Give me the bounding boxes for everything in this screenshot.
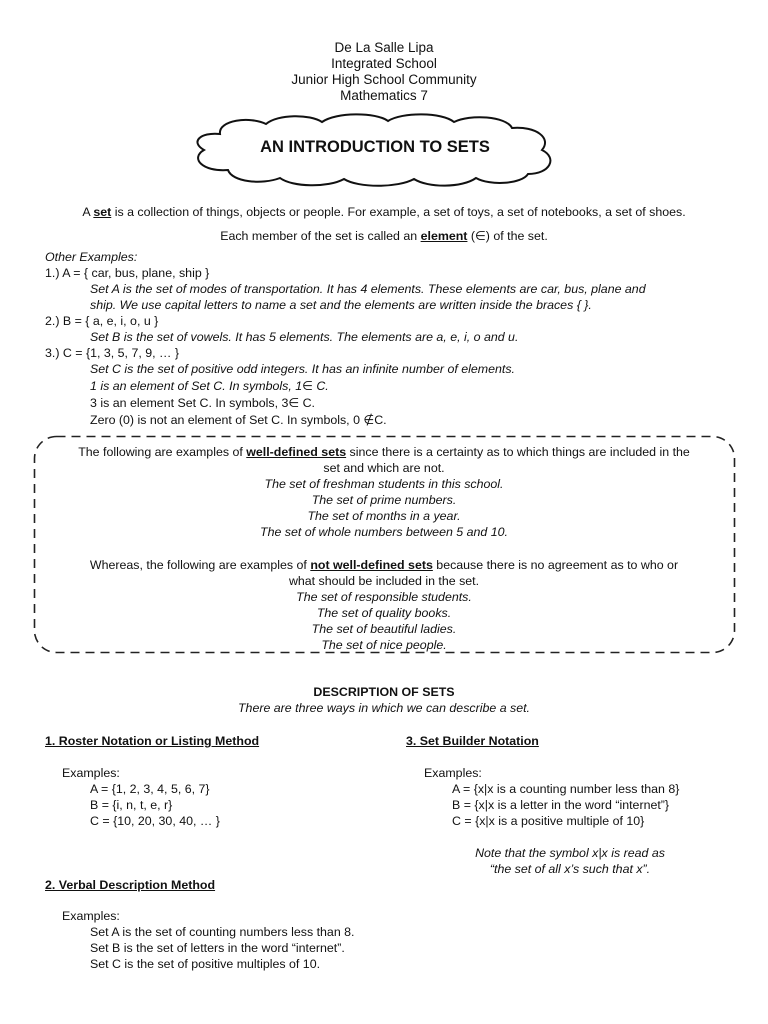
example-1-note-line-2: ship. We use capital letters to name a set and the elements are written inside the braces { }. <box>90 298 592 312</box>
well-defined-intro-line-2: set and which are not. <box>323 461 445 475</box>
description-heading: DESCRIPTION OF SETS <box>313 685 455 699</box>
not-well-defined-example: The set of beautiful ladies. <box>311 622 457 636</box>
not-well-defined-example: The set of quality books. <box>316 606 452 620</box>
well-defined-example: The set of prime numbers. <box>311 493 457 507</box>
term-set: set <box>93 205 112 219</box>
term-well-defined-sets: well-defined sets <box>246 445 347 459</box>
subject-name: Mathematics 7 <box>340 88 428 103</box>
set-builder-heading: 3. Set Builder Notation <box>406 734 539 748</box>
example-1: 1.) A = { car, bus, plane, ship } <box>45 266 210 280</box>
verbal-example: Set B is the set of letters in the word “internet”. <box>90 941 345 955</box>
roster-example: A = {1, 2, 3, 4, 5, 6, 7} <box>90 782 210 796</box>
not-well-defined-example: The set of nice people. <box>321 638 447 652</box>
well-defined-example: The set of months in a year. <box>307 509 461 523</box>
example-3-note-line-3: 3 is an element Set C. In symbols, 3∈ C. <box>90 396 315 410</box>
set-builder-note-line-2: “the set of all x’s such that x”. <box>489 862 651 876</box>
verbal-heading: 2. Verbal Description Method <box>45 878 216 892</box>
page-title: AN INTRODUCTION TO SETS <box>260 138 490 156</box>
example-3-note-line-2: 1 is an element of Set C. In symbols, 1∈ C. <box>90 379 329 393</box>
set-builder-example: C = {x|x is a positive multiple of 10} <box>452 814 645 828</box>
verbal-example: Set A is the set of counting numbers less than 8. <box>90 925 355 939</box>
well-defined-example: The set of whole numbers between 5 and 10. <box>260 525 508 539</box>
example-3-note-line-4: Zero (0) is not an element of Set C. In symbols, 0 ∉C. <box>90 413 387 427</box>
roster-example: C = {10, 20, 30, 40, … } <box>90 814 220 828</box>
example-1-note-line-1: Set A is the set of modes of transportation. It has 4 elements. These elements are car, bus, plane and <box>90 282 646 296</box>
description-subheading: There are three ways in which we can describe a set. <box>237 701 530 715</box>
not-well-defined-intro: Whereas, the following are examples of not well-defined sets because there is no agreement as to who or <box>89 558 679 572</box>
verbal-example: Set C is the set of positive multiples of 10. <box>90 957 321 971</box>
set-builder-examples-label: Examples: <box>424 766 482 780</box>
example-3: 3.) C = {1, 3, 5, 7, 9, … } <box>45 346 179 360</box>
not-well-defined-example: The set of responsible students. <box>296 590 472 604</box>
set-builder-example: A = {x|x is a counting number less than 8} <box>452 782 680 796</box>
set-builder-example: B = {x|x is a letter in the word “internet”} <box>452 798 670 812</box>
roster-heading: 1. Roster Notation or Listing Method <box>45 734 260 748</box>
well-defined-intro: The following are examples of well-defined sets since there is a certainty as to which things are included in the <box>78 445 690 459</box>
not-well-defined-intro-line-2: what should be included in the set. <box>288 574 480 588</box>
roster-example: B = {i, n, t, e, r} <box>90 798 173 812</box>
example-2: 2.) B = { a, e, i, o, u } <box>45 314 159 328</box>
verbal-examples-label: Examples: <box>62 909 120 923</box>
school-division: Integrated School <box>331 56 437 71</box>
school-name: De La Salle Lipa <box>334 40 434 55</box>
other-examples-label: Other Examples: <box>45 250 138 264</box>
example-3-note-line-1: Set C is the set of positive odd integers. It has an infinite number of elements. <box>90 362 515 376</box>
well-defined-example: The set of freshman students in this school. <box>264 477 504 491</box>
example-2-note: Set B is the set of vowels. It has 5 elements. The elements are a, e, i, o and u. <box>90 330 519 344</box>
school-community: Junior High School Community <box>291 72 477 87</box>
intro-set-definition: A set is a collection of things, objects or people. For example, a set of toys, a set of notebooks, a set of shoes. <box>82 205 686 219</box>
intro-element-definition: Each member of the set is called an element (∈) of the set. <box>220 229 548 243</box>
term-element: element <box>420 229 468 243</box>
set-builder-note-line-1: Note that the symbol x|x is read as <box>475 846 665 860</box>
roster-examples-label: Examples: <box>62 766 120 780</box>
term-not-well-defined-sets: not well-defined sets <box>310 558 433 572</box>
